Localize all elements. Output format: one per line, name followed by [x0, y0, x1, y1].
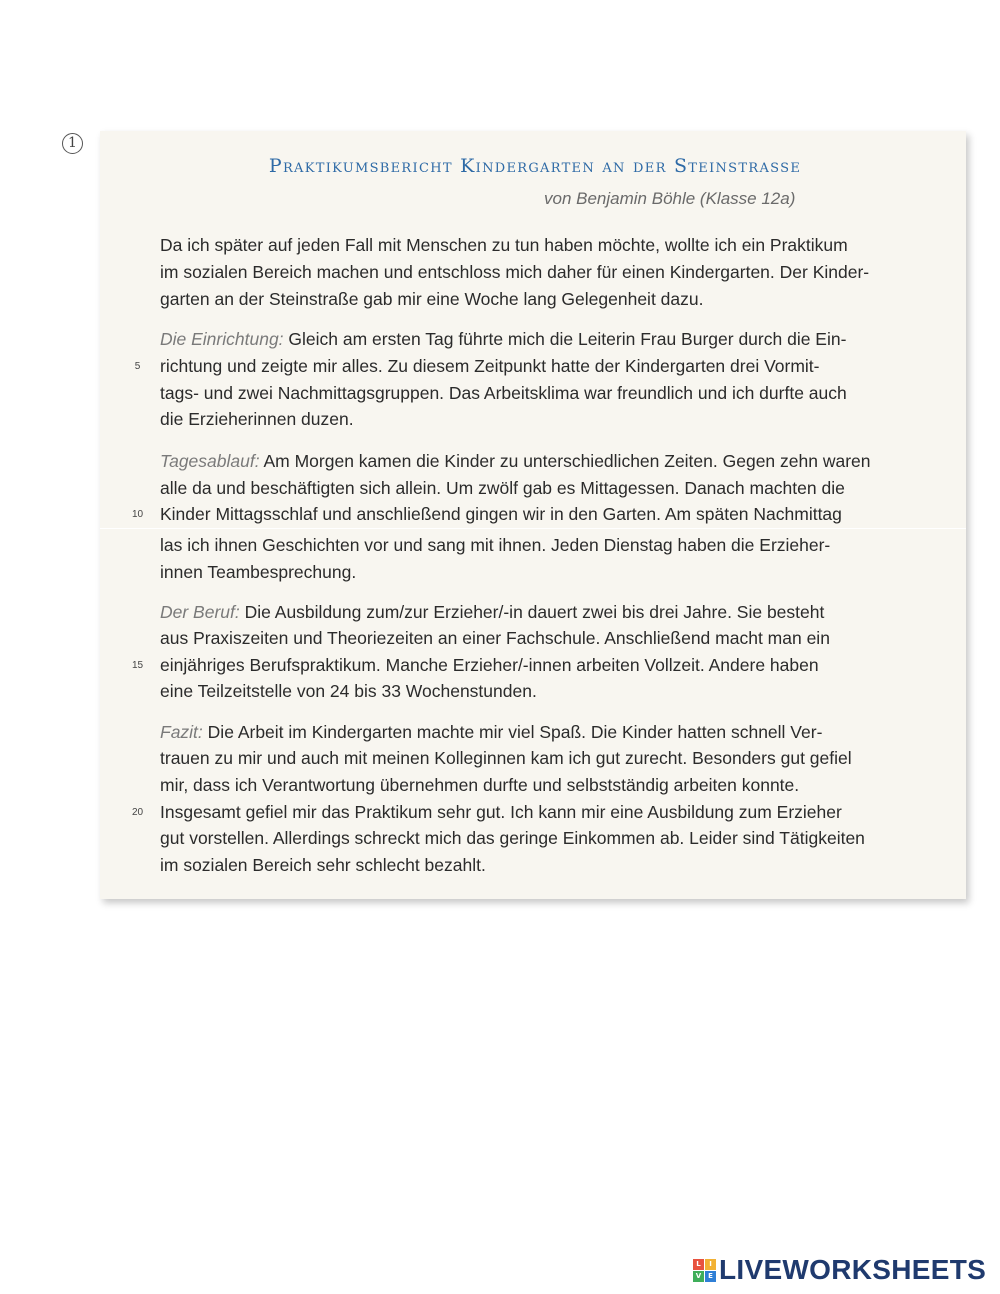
text-line: einjähriges Berufspraktikum. Manche Erzieher/-innen arbeiten Vollzeit. Andere haben [160, 655, 819, 675]
text-line: alle da und beschäftigten sich allein. Um zwölf gab es Mittagessen. Danach machten die [160, 478, 845, 498]
logo-letter-grid [693, 1259, 716, 1282]
exercise-number-marker: 1 [62, 133, 83, 154]
text-line: Kinder Mittagsschlaf und anschließend gingen wir in den Garten. Am späten Nachmittag [160, 504, 842, 524]
logo-wordmark: LIVEWORKSHEETS [719, 1254, 987, 1285]
text-line: die Erzieherinnen duzen. [160, 409, 354, 429]
report-title: Praktikumsbericht Kindergarten an der Steinstrasse [268, 155, 802, 177]
text-line: richtung und zeigte mir alles. Zu diesem Zeitpunkt hatte der Kindergarten drei Vormit- [160, 356, 820, 376]
line-number: 5 [134, 361, 141, 372]
text-line: tags- und zwei Nachmittagsgruppen. Das Arbeitsklima war freundlich und ich durfte auch [160, 383, 847, 403]
text-line: Die Einrichtung: Gleich am ersten Tag führte mich die Leiterin Frau Burger durch die Ein- [160, 329, 847, 349]
text-line: trauen zu mir und auch mit meinen Kolleginnen kam ich gut zurecht. Besonders gut gefiel [160, 748, 852, 768]
text-line: im sozialen Bereich machen und entschloss mich daher für einen Kindergarten. Der Kinder- [160, 262, 870, 282]
text-line: Tagesablauf: Am Morgen kamen die Kinder zu unterschiedlichen Zeiten. Gegen zehn waren [160, 451, 871, 471]
section-label-beruf: Der Beruf: [160, 602, 240, 622]
text-line: mir, dass ich Verantwortung übernehmen durfte und selbstständig arbeiten konnte. [160, 775, 800, 795]
section-label-einrichtung: Die Einrichtung: [160, 329, 284, 349]
text-line: las ich ihnen Geschichten vor und sang mit ihnen. Jeden Dienstag haben die Erzieher- [160, 535, 831, 555]
logo-tile: I [705, 1259, 716, 1270]
text-line: Fazit: Die Arbeit im Kindergarten machte mir viel Spaß. Die Kinder hatten schnell Ver- [160, 722, 823, 742]
report-author: von Benjamin Böhle (Klasse 12a) [544, 189, 796, 208]
text-line: eine Teilzeitstelle von 24 bis 33 Wochenstunden. [160, 681, 537, 701]
logo-tile: E [705, 1271, 716, 1282]
section-label-tagesablauf: Tagesablauf: [160, 451, 260, 471]
text-line: im sozialen Bereich sehr schlecht bezahlt. [160, 855, 486, 875]
text-line: Der Beruf: Die Ausbildung zum/zur Erzieher/-in dauert zwei bis drei Jahre. Sie besteht [160, 602, 825, 622]
page-scan-seam [100, 528, 966, 529]
text-line: aus Praxiszeiten und Theoriezeiten an einer Fachschule. Anschließend macht man ein [160, 628, 830, 648]
text-line: Da ich später auf jeden Fall mit Menschen zu tun haben möchte, wollte ich ein Praktikum [160, 235, 848, 255]
line-number: 20 [131, 807, 144, 818]
text-line: gut vorstellen. Allerdings schreckt mich das geringe Einkommen ab. Leider sind Tätigkeiten [160, 828, 865, 848]
line-number: 15 [131, 660, 144, 671]
logo-tile: L [693, 1259, 704, 1270]
line-number: 10 [131, 509, 144, 520]
section-label-fazit: Fazit: [160, 722, 203, 742]
liveworksheets-logo [693, 1255, 986, 1285]
report-card [100, 131, 966, 899]
text-line: innen Teambesprechung. [160, 562, 357, 582]
text-line: garten an der Steinstraße gab mir eine Woche lang Gelegenheit dazu. [160, 289, 704, 309]
logo-tile: V [693, 1271, 704, 1282]
text-line: Insgesamt gefiel mir das Praktikum sehr gut. Ich kann mir eine Ausbildung zum Erzieher [160, 802, 842, 822]
